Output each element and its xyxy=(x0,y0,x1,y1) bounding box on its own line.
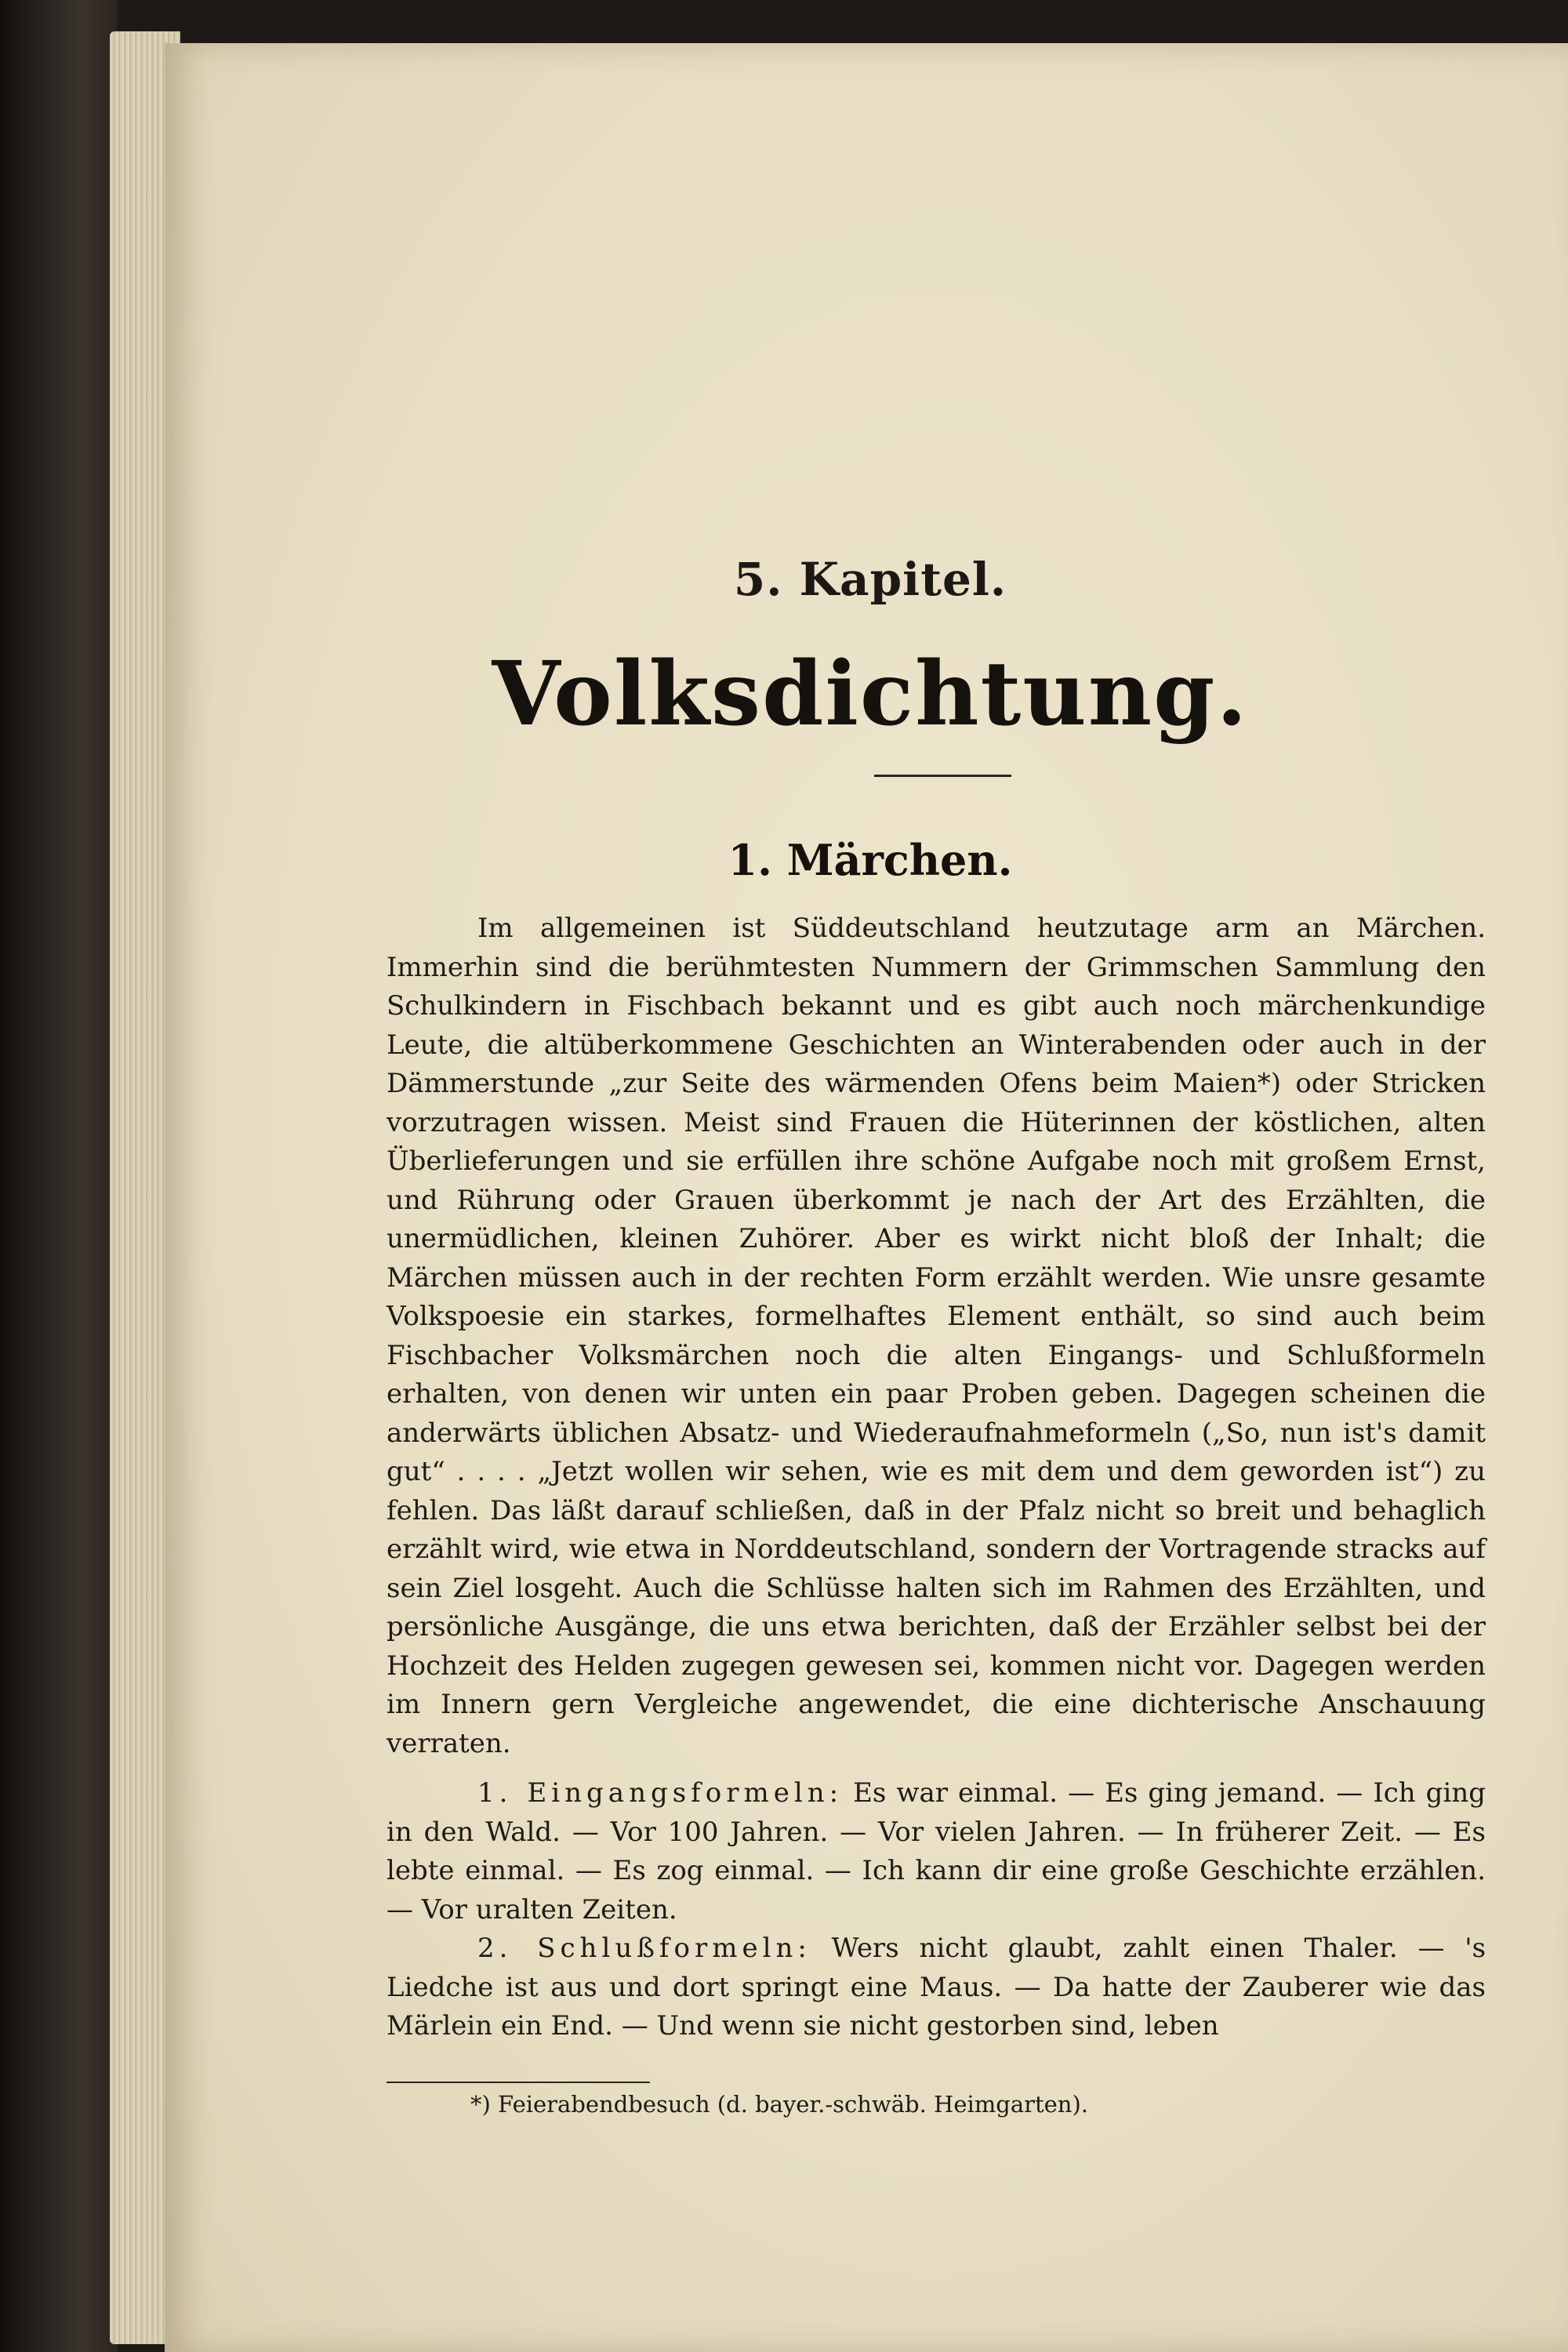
chapter-title: Volksdichtung. xyxy=(492,643,1249,746)
section-heading: 1. Märchen. xyxy=(728,835,1013,885)
title-divider xyxy=(874,775,1011,777)
chapter-number: 5. Kapitel. xyxy=(733,553,1007,606)
eingangsformeln-label: 1. Eingangsformeln: xyxy=(477,1777,844,1809)
footnote: *) Feierabendbesuch (d. bayer.-schwäb. Heimgarten). xyxy=(470,2091,1088,2118)
book-binding xyxy=(0,0,118,2352)
paragraph-intro: Im allgemeinen ist Süddeutschland heutzutage arm an Märchen. Immerhin sind die berühmtesten Nummern der Grimmschen Sammlung den Schulkindern in Fischbach bekannt und es gibt auch noch märchenkundige Leute, die altüberkommene Geschichten an Winterabenden oder auch in der Dämmerstunde „zur Seite des wärmenden Ofens beim Maien*) oder Stricken vorzutragen wissen. Meist sind Frauen die Hüterinnen der köstlichen, alten Überlieferungen und sie erfüllen ihre schöne Aufgabe noch mit großem Ernst, und Rührung oder Grauen überkommt je nach der Art des Erzählten, die unermüdlichen, kleinen Zuhörer. Aber es wirkt nicht bloß der Inhalt; die Märchen müssen auch in der rechten Form erzählt werden. Wie unsre gesamte Volkspoesie ein starkes, formelhaftes Element enthält, so sind auch beim Fischbacher Volksmärchen noch die alten Eingangs- und Schlußformeln erhalten, von denen wir unten ein paar Proben geben. Dagegen scheinen die anderwärts üblichen Absatz- und Wiederaufnahmeformeln („So, nun ist's damit gut“ . . . . „Jetzt wollen wir sehen, wie es mit dem und dem geworden ist“) zu fehlen. Das läßt darauf schließen, daß in der Pfalz nicht so breit und behaglich erzählt wird, wie etwa in Norddeutschland, sondern der Vortragende stracks auf sein Ziel losgeht. Auch die Schlüsse halten sich im Rahmen des Erzählten, und persönliche Ausgänge, die uns etwa berichten, daß der Erzähler selbst bei der Hochzeit des Helden zugegen gewesen sei, kommen nicht vor. Dagegen werden im Innern gern Vergleiche angewendet, die eine dichterische Anschauung verraten. xyxy=(387,913,1486,1759)
schlussformeln-label: 2. Schlußformeln: xyxy=(477,1933,811,1964)
footnote-divider xyxy=(387,2082,650,2083)
paragraph-schlussformeln xyxy=(387,1929,1486,2046)
paragraph-eingangsformeln xyxy=(387,1774,1486,1929)
body-text xyxy=(387,909,1486,2046)
schlussformeln-text: Wers nicht glaubt, zahlt einen Thaler. — 's Liedche ist aus und dort springt eine Maus. — Da hatte der Zauberer wie das Märlein ein End. — Und wenn sie nicht gestorben sind, leben xyxy=(387,1933,1486,2042)
eingangsformeln-text: Es war einmal. — Es ging jemand. — Ich ging in den Wald. — Vor 100 Jahren. — Vor vielen Jahren. — In früherer Zeit. — Es lebte einmal. — Es zog einmal. — Ich kann dir eine große Geschichte erzählen. — Vor uralten Zeiten. xyxy=(387,1777,1486,1926)
